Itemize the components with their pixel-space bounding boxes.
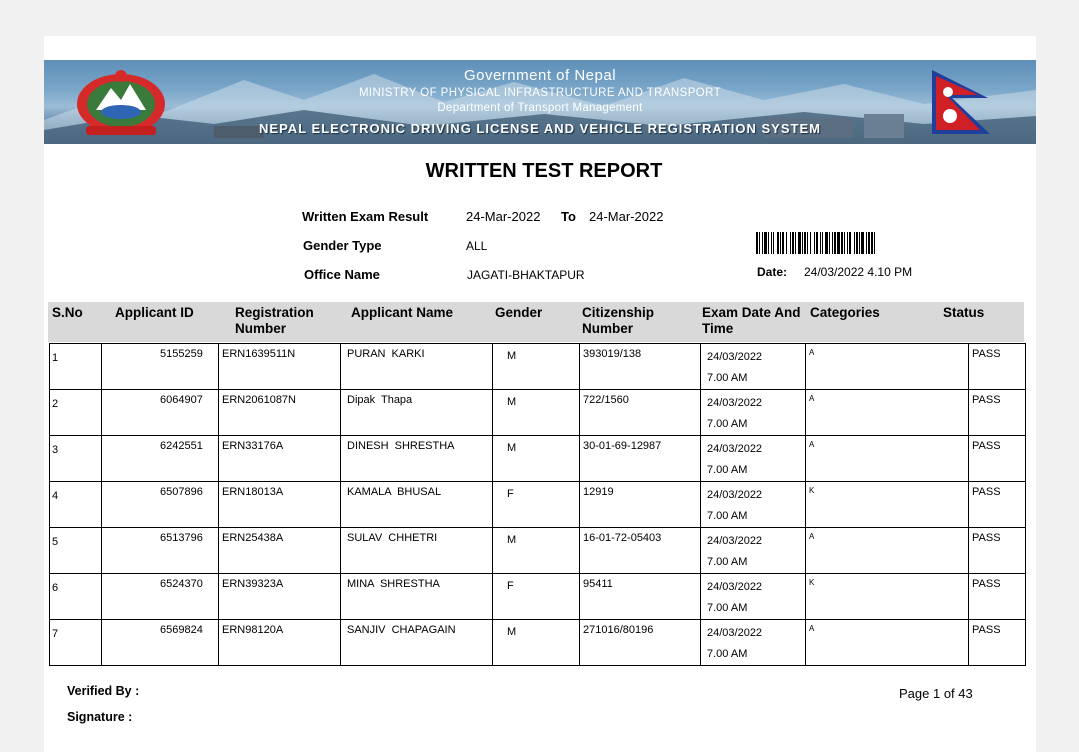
- exam-date: 24/03/2022: [707, 627, 763, 639]
- exam-time: 7.00 AM: [707, 464, 748, 476]
- cell-citizenship-number: 95411: [580, 574, 701, 620]
- cell-applicant-id: 6064907: [102, 390, 219, 436]
- cell-applicant-name: PURAN KARKI: [341, 344, 493, 390]
- ministry-title: MINISTRY OF PHYSICAL INFRASTRUCTURE AND TRANSPORT: [358, 87, 722, 99]
- barcode-bar: [825, 232, 828, 254]
- header-categories: Categories: [810, 305, 880, 320]
- cell-applicant-id: 5155259: [102, 344, 219, 390]
- barcode-bar: [829, 232, 830, 254]
- barcode-bar: [759, 232, 760, 254]
- cell-gender: F: [493, 482, 580, 528]
- cell-gender: M: [493, 344, 580, 390]
- exam-result-label: Written Exam Result: [302, 209, 429, 224]
- header-citizenship-number: [582, 305, 654, 337]
- cell-exam-date-time: [701, 528, 806, 574]
- cell-sno: 1: [50, 344, 102, 390]
- cell-gender: M: [493, 436, 580, 482]
- barcode-bar: [834, 232, 836, 254]
- cell-status: PASS: [969, 436, 1026, 482]
- cell-exam-date-time: [701, 390, 806, 436]
- barcode-bar: [820, 232, 821, 254]
- cell-sno: 5: [50, 528, 102, 574]
- exam-date: 24/03/2022: [707, 397, 763, 409]
- cell-category: A: [806, 436, 969, 482]
- office-name-label: Office Name: [304, 267, 380, 282]
- barcode-bar: [773, 232, 774, 254]
- cell-exam-date-time: [701, 344, 806, 390]
- barcode-bar: [868, 232, 870, 254]
- cell-category: A: [806, 344, 969, 390]
- results-table: [49, 343, 1026, 666]
- exam-date: 24/03/2022: [707, 443, 763, 455]
- barcode-bar: [832, 232, 833, 254]
- header-applicant-id: Applicant ID: [115, 305, 194, 320]
- table-row: [50, 620, 1026, 666]
- exam-date: 24/03/2022: [707, 489, 763, 501]
- cell-applicant-id: 6569824: [102, 620, 219, 666]
- cell-status: PASS: [969, 344, 1026, 390]
- cell-applicant-id: 6513796: [102, 528, 219, 574]
- exam-time: 7.00 AM: [707, 648, 748, 660]
- cell-registration-number: ERN1639511N: [219, 344, 341, 390]
- barcode-bar: [802, 232, 803, 254]
- cell-sno: 3: [50, 436, 102, 482]
- header-sno: S.No: [52, 305, 83, 320]
- table-row: [50, 574, 1026, 620]
- barcode-bar: [816, 232, 818, 254]
- barcode-bar: [780, 232, 781, 254]
- header-citizenship-line2: Number: [582, 321, 634, 336]
- report-page: [44, 36, 1036, 752]
- barcode-bar: [822, 232, 823, 254]
- barcode-bar: [786, 232, 787, 254]
- barcode-bar: [849, 232, 851, 254]
- header-citizenship-line1: Citizenship: [582, 305, 655, 320]
- exam-time: 7.00 AM: [707, 418, 748, 430]
- header-exam-date-line1: Exam Date And: [702, 305, 801, 320]
- barcode-bar: [854, 232, 855, 254]
- exam-time: 7.00 AM: [707, 372, 748, 384]
- to-label: To: [561, 209, 576, 224]
- cell-status: PASS: [969, 574, 1026, 620]
- exam-time: 7.00 AM: [707, 510, 748, 522]
- department-title: Department of Transport Management: [437, 102, 643, 114]
- to-date: 24-Mar-2022: [589, 209, 664, 224]
- barcode-bar: [798, 232, 801, 254]
- exam-date: 24/03/2022: [707, 581, 763, 593]
- cell-exam-date-time: [701, 436, 806, 482]
- table-row: [50, 528, 1026, 574]
- cell-citizenship-number: 271016/80196: [580, 620, 701, 666]
- page-indicator: Page 1 of 43: [899, 686, 973, 701]
- cell-exam-date-time: [701, 574, 806, 620]
- cell-registration-number: ERN25438A: [219, 528, 341, 574]
- barcode-bar: [871, 232, 873, 254]
- header-applicant-name: Applicant Name: [351, 305, 454, 320]
- cell-applicant-id: 6242551: [102, 436, 219, 482]
- cell-registration-number: ERN18013A: [219, 482, 341, 528]
- from-date: 24-Mar-2022: [466, 209, 541, 224]
- barcode-bar: [807, 232, 808, 254]
- cell-registration-number: ERN33176A: [219, 436, 341, 482]
- exam-time: 7.00 AM: [707, 602, 748, 614]
- table-header: [48, 302, 1024, 342]
- cell-category: A: [806, 528, 969, 574]
- table-row: [50, 390, 1026, 436]
- cell-gender: M: [493, 528, 580, 574]
- date-label: Date:: [757, 265, 788, 279]
- barcode-bar: [762, 232, 763, 254]
- cell-applicant-id: 6507896: [102, 482, 219, 528]
- results-table-body: [50, 344, 1026, 666]
- barcode-bar: [764, 232, 767, 254]
- cell-registration-number: ERN98120A: [219, 620, 341, 666]
- cell-applicant-id: 6524370: [102, 574, 219, 620]
- cell-exam-date-time: [701, 482, 806, 528]
- cell-applicant-name: KAMALA BHUSAL: [341, 482, 493, 528]
- barcode-bar: [847, 232, 848, 254]
- barcode-bar: [874, 232, 875, 254]
- cell-exam-date-time: [701, 620, 806, 666]
- header-exam-date-line2: Time: [702, 321, 734, 336]
- barcode-bar: [782, 232, 784, 254]
- barcode-bar: [777, 232, 779, 254]
- cell-category: K: [806, 482, 969, 528]
- barcode: [756, 232, 958, 254]
- system-title: NEPAL ELECTRONIC DRIVING LICENSE AND VEHICLE REGISTRATION SYSTEM: [259, 121, 821, 136]
- cell-citizenship-number: 393019/138: [580, 344, 701, 390]
- report-title: WRITTEN TEST REPORT: [425, 160, 663, 182]
- cell-citizenship-number: 12919: [580, 482, 701, 528]
- cell-applicant-name: SULAV CHHETRI: [341, 528, 493, 574]
- exam-date: 24/03/2022: [707, 535, 763, 547]
- header-gender: Gender: [495, 305, 543, 320]
- barcode-bar: [795, 232, 796, 254]
- table-row: [50, 344, 1026, 390]
- cell-category: A: [806, 390, 969, 436]
- header-exam-date-time: [702, 305, 801, 337]
- cell-citizenship-number: 30-01-69-12987: [580, 436, 701, 482]
- cell-status: PASS: [969, 482, 1026, 528]
- barcode-bar: [861, 232, 864, 254]
- cell-category: K: [806, 574, 969, 620]
- signature-label: Signature :: [67, 710, 133, 724]
- cell-category: A: [806, 620, 969, 666]
- table-row: [50, 482, 1026, 528]
- cell-sno: 6: [50, 574, 102, 620]
- cell-sno: 2: [50, 390, 102, 436]
- barcode-bar: [768, 232, 769, 254]
- cell-registration-number: ERN39323A: [219, 574, 341, 620]
- cell-gender: F: [493, 574, 580, 620]
- cell-applicant-name: DINESH SHRESTHA: [341, 436, 493, 482]
- government-banner: [44, 60, 1036, 144]
- cell-sno: 4: [50, 482, 102, 528]
- exam-date: 24/03/2022: [707, 351, 763, 363]
- barcode-bar: [771, 232, 772, 254]
- barcode-bar: [814, 232, 815, 254]
- header-status: Status: [943, 305, 985, 320]
- barcode-bar: [866, 232, 867, 254]
- government-title: Government of Nepal: [463, 67, 617, 84]
- header-registration-line2: Number: [235, 321, 287, 336]
- exam-time: 7.00 AM: [707, 556, 748, 568]
- cell-applicant-name: SANJIV CHAPAGAIN: [341, 620, 493, 666]
- barcode-bar: [790, 232, 791, 254]
- cell-applicant-name: Dipak Thapa: [341, 390, 493, 436]
- barcode-bar: [856, 232, 858, 254]
- cell-gender: M: [493, 620, 580, 666]
- barcode-bar: [841, 232, 843, 254]
- barcode-bar: [792, 232, 794, 254]
- barcode-bar: [756, 232, 758, 254]
- cell-status: PASS: [969, 528, 1026, 574]
- barcode-bar: [859, 232, 860, 254]
- cell-sno: 7: [50, 620, 102, 666]
- barcode-bar: [837, 232, 840, 254]
- cell-registration-number: ERN2061087N: [219, 390, 341, 436]
- header-registration-number: [235, 305, 314, 337]
- verified-by-label: Verified By :: [67, 684, 140, 698]
- gender-type-value: ALL: [466, 239, 488, 253]
- cell-applicant-name: MINA SHRESTHA: [341, 574, 493, 620]
- cell-citizenship-number: 722/1560: [580, 390, 701, 436]
- barcode-bar: [844, 232, 845, 254]
- table-row: [50, 436, 1026, 482]
- barcode-bar: [804, 232, 806, 254]
- cell-gender: M: [493, 390, 580, 436]
- date-value: 24/03/2022 4.10 PM: [804, 265, 913, 279]
- barcode-bar: [810, 232, 811, 254]
- cell-status: PASS: [969, 620, 1026, 666]
- header-registration-line1: Registration: [235, 305, 314, 320]
- cell-status: PASS: [969, 390, 1026, 436]
- gender-type-label: Gender Type: [303, 238, 382, 253]
- cell-citizenship-number: 16-01-72-05403: [580, 528, 701, 574]
- office-name-value: JAGATI-BHAKTAPUR: [467, 268, 585, 282]
- nepal-flag-icon: [928, 68, 1008, 138]
